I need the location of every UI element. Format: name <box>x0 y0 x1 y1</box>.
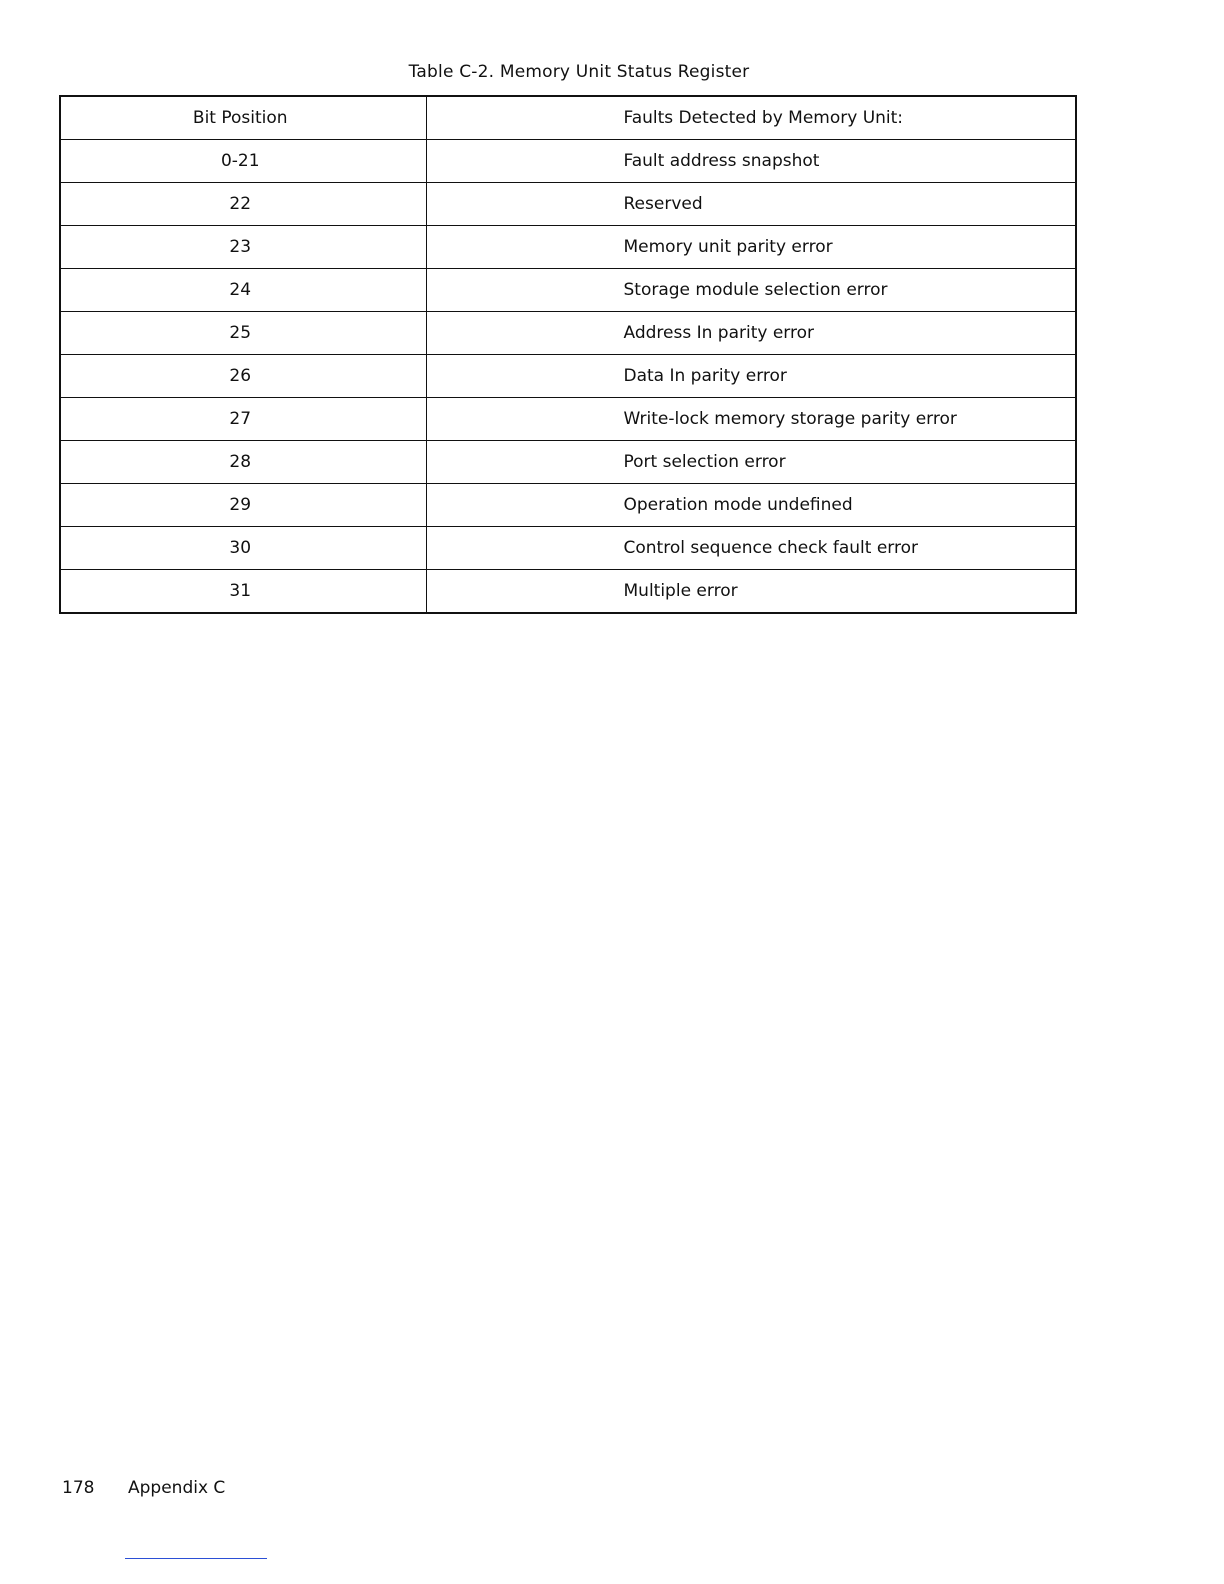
page-footer <box>62 1478 225 1498</box>
footer-rule-line <box>125 1558 267 1559</box>
table-header-row <box>60 96 1076 140</box>
fault-description-cell: Control sequence check fault error <box>426 527 1076 570</box>
bit-position-cell: 25 <box>60 312 426 355</box>
table-row <box>60 355 1076 398</box>
bit-position-cell: 29 <box>60 484 426 527</box>
table-caption: Table C-2. Memory Unit Status Register <box>408 62 750 82</box>
fault-description-cell: Port selection error <box>426 441 1076 484</box>
fault-description-cell: Data In parity error <box>426 355 1076 398</box>
bit-position-cell: 0-21 <box>60 140 426 183</box>
section-name: Appendix C <box>128 1478 226 1498</box>
bit-position-cell: 27 <box>60 398 426 441</box>
table-row <box>60 570 1076 614</box>
bit-position-cell: 22 <box>60 183 426 226</box>
table-row <box>60 527 1076 570</box>
table-row <box>60 183 1076 226</box>
table-row <box>60 441 1076 484</box>
bit-position-cell: 30 <box>60 527 426 570</box>
table-row <box>60 484 1076 527</box>
status-register-table <box>59 95 1077 614</box>
header-bit-position: Bit Position <box>60 96 426 140</box>
fault-description-cell: Fault address snapshot <box>426 140 1076 183</box>
table-row <box>60 269 1076 312</box>
fault-description-cell: Storage module selection error <box>426 269 1076 312</box>
bit-position-cell: 31 <box>60 570 426 614</box>
header-faults-detected: Faults Detected by Memory Unit: <box>426 96 1076 140</box>
status-register-table-container <box>59 95 1075 614</box>
bit-position-cell: 26 <box>60 355 426 398</box>
bit-position-cell: 23 <box>60 226 426 269</box>
page-number: 178 <box>62 1478 95 1498</box>
fault-description-cell: Memory unit parity error <box>426 226 1076 269</box>
table-row <box>60 226 1076 269</box>
bit-position-cell: 24 <box>60 269 426 312</box>
table-row <box>60 398 1076 441</box>
bit-position-cell: 28 <box>60 441 426 484</box>
table-row <box>60 312 1076 355</box>
table-row <box>60 140 1076 183</box>
fault-description-cell: Reserved <box>426 183 1076 226</box>
fault-description-cell: Operation mode undefined <box>426 484 1076 527</box>
fault-description-cell: Address In parity error <box>426 312 1076 355</box>
fault-description-cell: Multiple error <box>426 570 1076 614</box>
fault-description-cell: Write-lock memory storage parity error <box>426 398 1076 441</box>
